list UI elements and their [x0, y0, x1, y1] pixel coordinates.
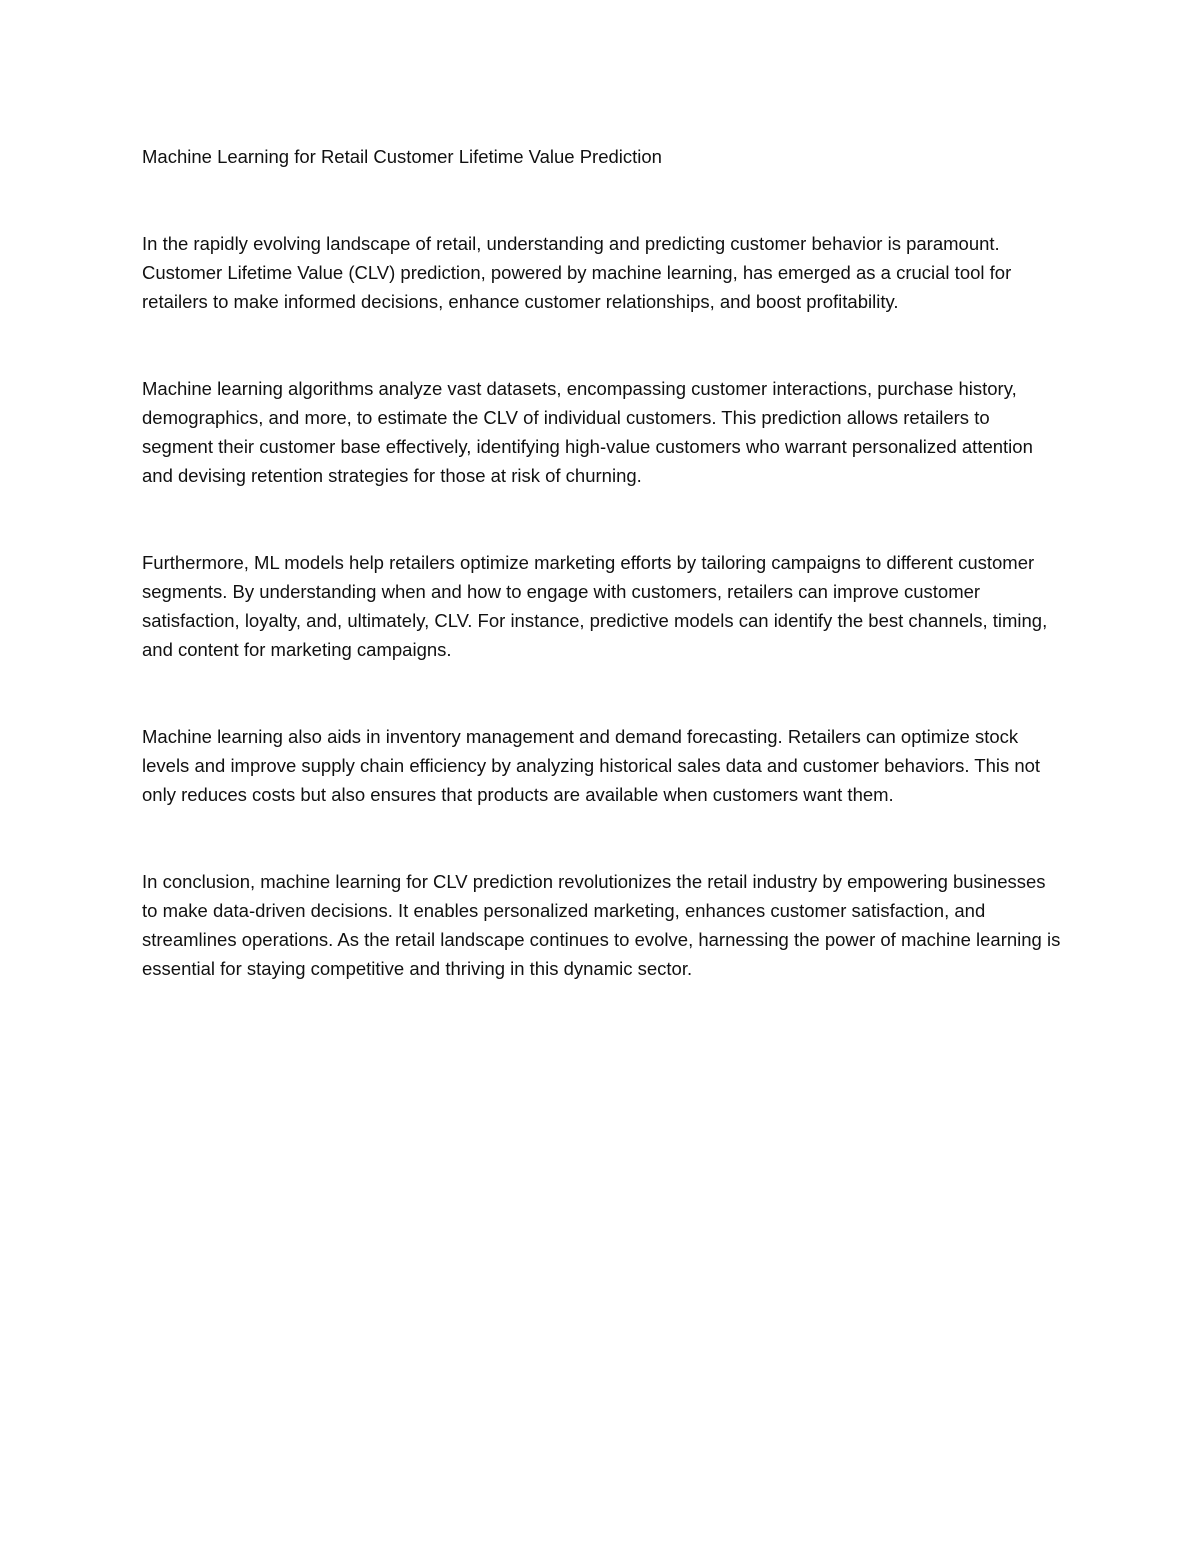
- document-body: [142, 142, 1062, 983]
- paragraph-marketing: Furthermore, ML models help retailers optimize marketing efforts by tailoring campaigns to different customer segments. By understanding when and how to engage with customers, retailers can improve customer satisfaction, loyalty, and, ultimately, CLV. For instance, predictive models can identify the best channels, timing, and content for marketing campaigns.: [142, 552, 1048, 660]
- paragraph-intro: In the rapidly evolving landscape of retail, understanding and predicting customer behavior is paramount. Customer Lifetime Value (CLV) prediction, powered by machine learning, has emerged as a crucial tool for retailers to make informed decisions, enhance customer relationships, and boost profitability.: [142, 233, 1012, 312]
- paragraph-inventory: Machine learning also aids in inventory management and demand forecasting. Retailers can optimize stock levels and improve supply chain efficiency by analyzing historical sales data and customer behaviors. This not only reduces costs but also ensures that products are available when customers want them.: [142, 726, 1041, 805]
- document-title: Machine Learning for Retail Customer Lifetime Value Prediction: [142, 146, 662, 167]
- paragraph-algorithms: Machine learning algorithms analyze vast datasets, encompassing customer interactions, purchase history, demographics, and more, to estimate the CLV of individual customers. This prediction allows retailers to segment their customer base effectively, identifying high-value customers who warrant personalized attention and devising retention strategies for those at risk of churning.: [142, 378, 1033, 486]
- paragraph-conclusion: In conclusion, machine learning for CLV prediction revolutionizes the retail industry by empowering businesses to make data-driven decisions. It enables personalized marketing, enhances customer satisfaction, and streamlines operations. As the retail landscape continues to evolve, harnessing the power of machine learning is essential for staying competitive and thriving in this dynamic sector.: [142, 871, 1061, 979]
